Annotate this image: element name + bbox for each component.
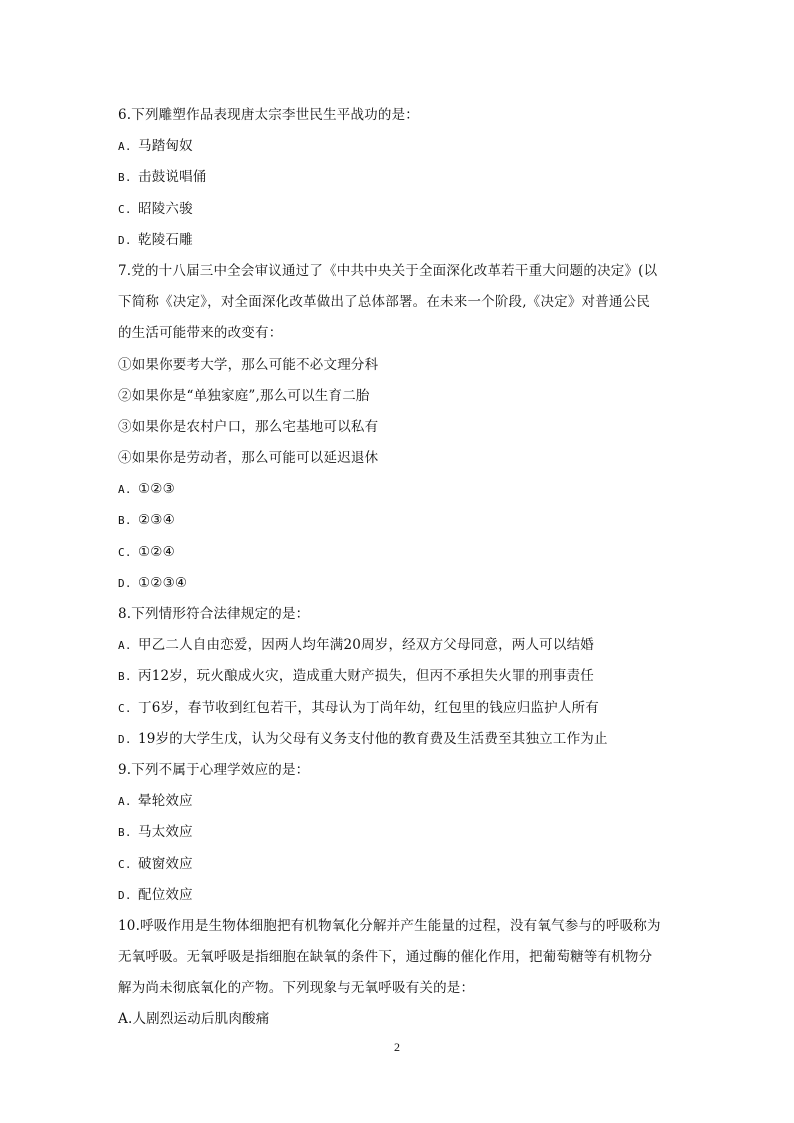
question-10-stem-line: 解为尚未彻底氧化的产物。下列现象与无氧呼吸有关的是： xyxy=(118,980,475,997)
question-10-stem-line: 10.呼吸作用是生物体细胞把有机物氧化分解并产生能量的过程，没有氧气参与的呼吸称为 xyxy=(118,917,661,934)
question-10-option-a: A.人剧烈运动后肌肉酸痛 xyxy=(118,1011,270,1028)
option-letter: A. xyxy=(118,140,132,154)
question-6-stem: 6.下列雕塑作品表现唐太宗李世民生平战功的是： xyxy=(118,107,419,123)
option-text: 甲乙二人自由恋爱，因两人均年满20周岁，经双方父母同意，两人可以结婚 xyxy=(138,637,594,654)
option-letter: D. xyxy=(118,732,132,746)
option-letter: B. xyxy=(118,171,132,185)
question-9-stem: 9.下列不属于心理学效应的是： xyxy=(118,761,310,778)
option-text: 19岁的大学生戊，认为父母有义务支付他的教育费及生活费至其独立工作为止 xyxy=(138,730,608,747)
option-text: 昭陵六骏 xyxy=(138,200,193,217)
option-letter: C. xyxy=(118,701,132,715)
question-9-option-a xyxy=(118,786,688,817)
option-letter: B. xyxy=(118,670,132,684)
question-9-option-d xyxy=(118,880,688,911)
question-7-option-b xyxy=(118,505,688,536)
option-letter: A. xyxy=(118,483,132,497)
page-number: 2 xyxy=(394,1040,400,1054)
question-8-option-a xyxy=(118,630,688,661)
option-letter: C. xyxy=(118,857,132,871)
option-letter: D. xyxy=(118,888,132,902)
question-7-statement-3: ③如果你是农村户口，那么宅基地可以私有 xyxy=(118,418,379,435)
option-letter: D. xyxy=(118,576,132,590)
question-7-stem-line: 的生活可能带来的改变有： xyxy=(118,325,283,342)
option-text: 丁6岁，春节收到红包若干，其母认为丁尚年幼，红包里的钱应归监护人所有 xyxy=(138,699,599,716)
question-6-option-b xyxy=(118,162,688,193)
option-text: 马踏匈奴 xyxy=(138,138,193,155)
question-8-option-c xyxy=(118,693,688,724)
question-9-option-b xyxy=(118,817,688,848)
option-text: 马太效应 xyxy=(138,824,193,841)
option-letter: B. xyxy=(118,826,132,840)
question-9-option-c xyxy=(118,849,688,880)
option-letter: C. xyxy=(118,545,132,559)
option-letter: A. xyxy=(118,639,132,653)
option-letter: A. xyxy=(118,795,132,809)
question-7-stem-line: 下简称《决定》，对全面深化改革做出了总体部署。在未来一个阶段,《决定》对普通公民 xyxy=(118,294,651,311)
option-text: ①②④ xyxy=(138,543,175,560)
option-letter: D. xyxy=(118,233,132,247)
question-7-stem-line: 7.党的十八届三中全会审议通过了《中共中央关于全面深化改革若干重大问题的决定》(以 xyxy=(118,262,658,279)
question-8-option-b xyxy=(118,661,688,692)
option-text: 丙12岁，玩火酿成火灾，造成重大财产损失，但丙不承担失火罪的刑事责任 xyxy=(138,668,594,685)
option-text: ①②③ xyxy=(138,481,175,498)
option-text: ②③④ xyxy=(138,512,175,529)
question-7-statement-2: ②如果你是“单独家庭”,那么可以生育二胎 xyxy=(118,387,370,404)
option-text: 破窗效应 xyxy=(138,855,193,872)
option-text: 乾陵石雕 xyxy=(138,231,193,248)
question-8-stem: 8.下列情形符合法律规定的是： xyxy=(118,606,310,622)
question-6-option-c xyxy=(118,194,688,225)
question-7-option-a xyxy=(118,474,688,505)
question-6-option-a xyxy=(118,131,688,162)
option-letter: B. xyxy=(118,514,132,528)
question-7-statement-1: ①如果你要考大学，那么可能不必文理分科 xyxy=(118,356,379,373)
option-text: 配位效应 xyxy=(138,886,193,903)
question-8-option-d xyxy=(118,724,688,755)
document-page xyxy=(118,100,688,1036)
question-7-statement-4: ④如果你是劳动者，那么可能可以延迟退休 xyxy=(118,450,379,467)
question-7-option-d xyxy=(118,568,688,599)
option-text: 晕轮效应 xyxy=(138,793,193,810)
question-10-stem-line: 无氧呼吸。无氧呼吸是指细胞在缺氧的条件下，通过酶的催化作用，把葡萄糖等有机物分 xyxy=(118,949,653,966)
option-text: 击鼓说唱俑 xyxy=(138,169,207,186)
option-text: ①②③④ xyxy=(138,574,188,591)
question-6-option-d xyxy=(118,225,688,256)
question-7-option-c xyxy=(118,537,688,568)
option-letter: C. xyxy=(118,202,132,216)
